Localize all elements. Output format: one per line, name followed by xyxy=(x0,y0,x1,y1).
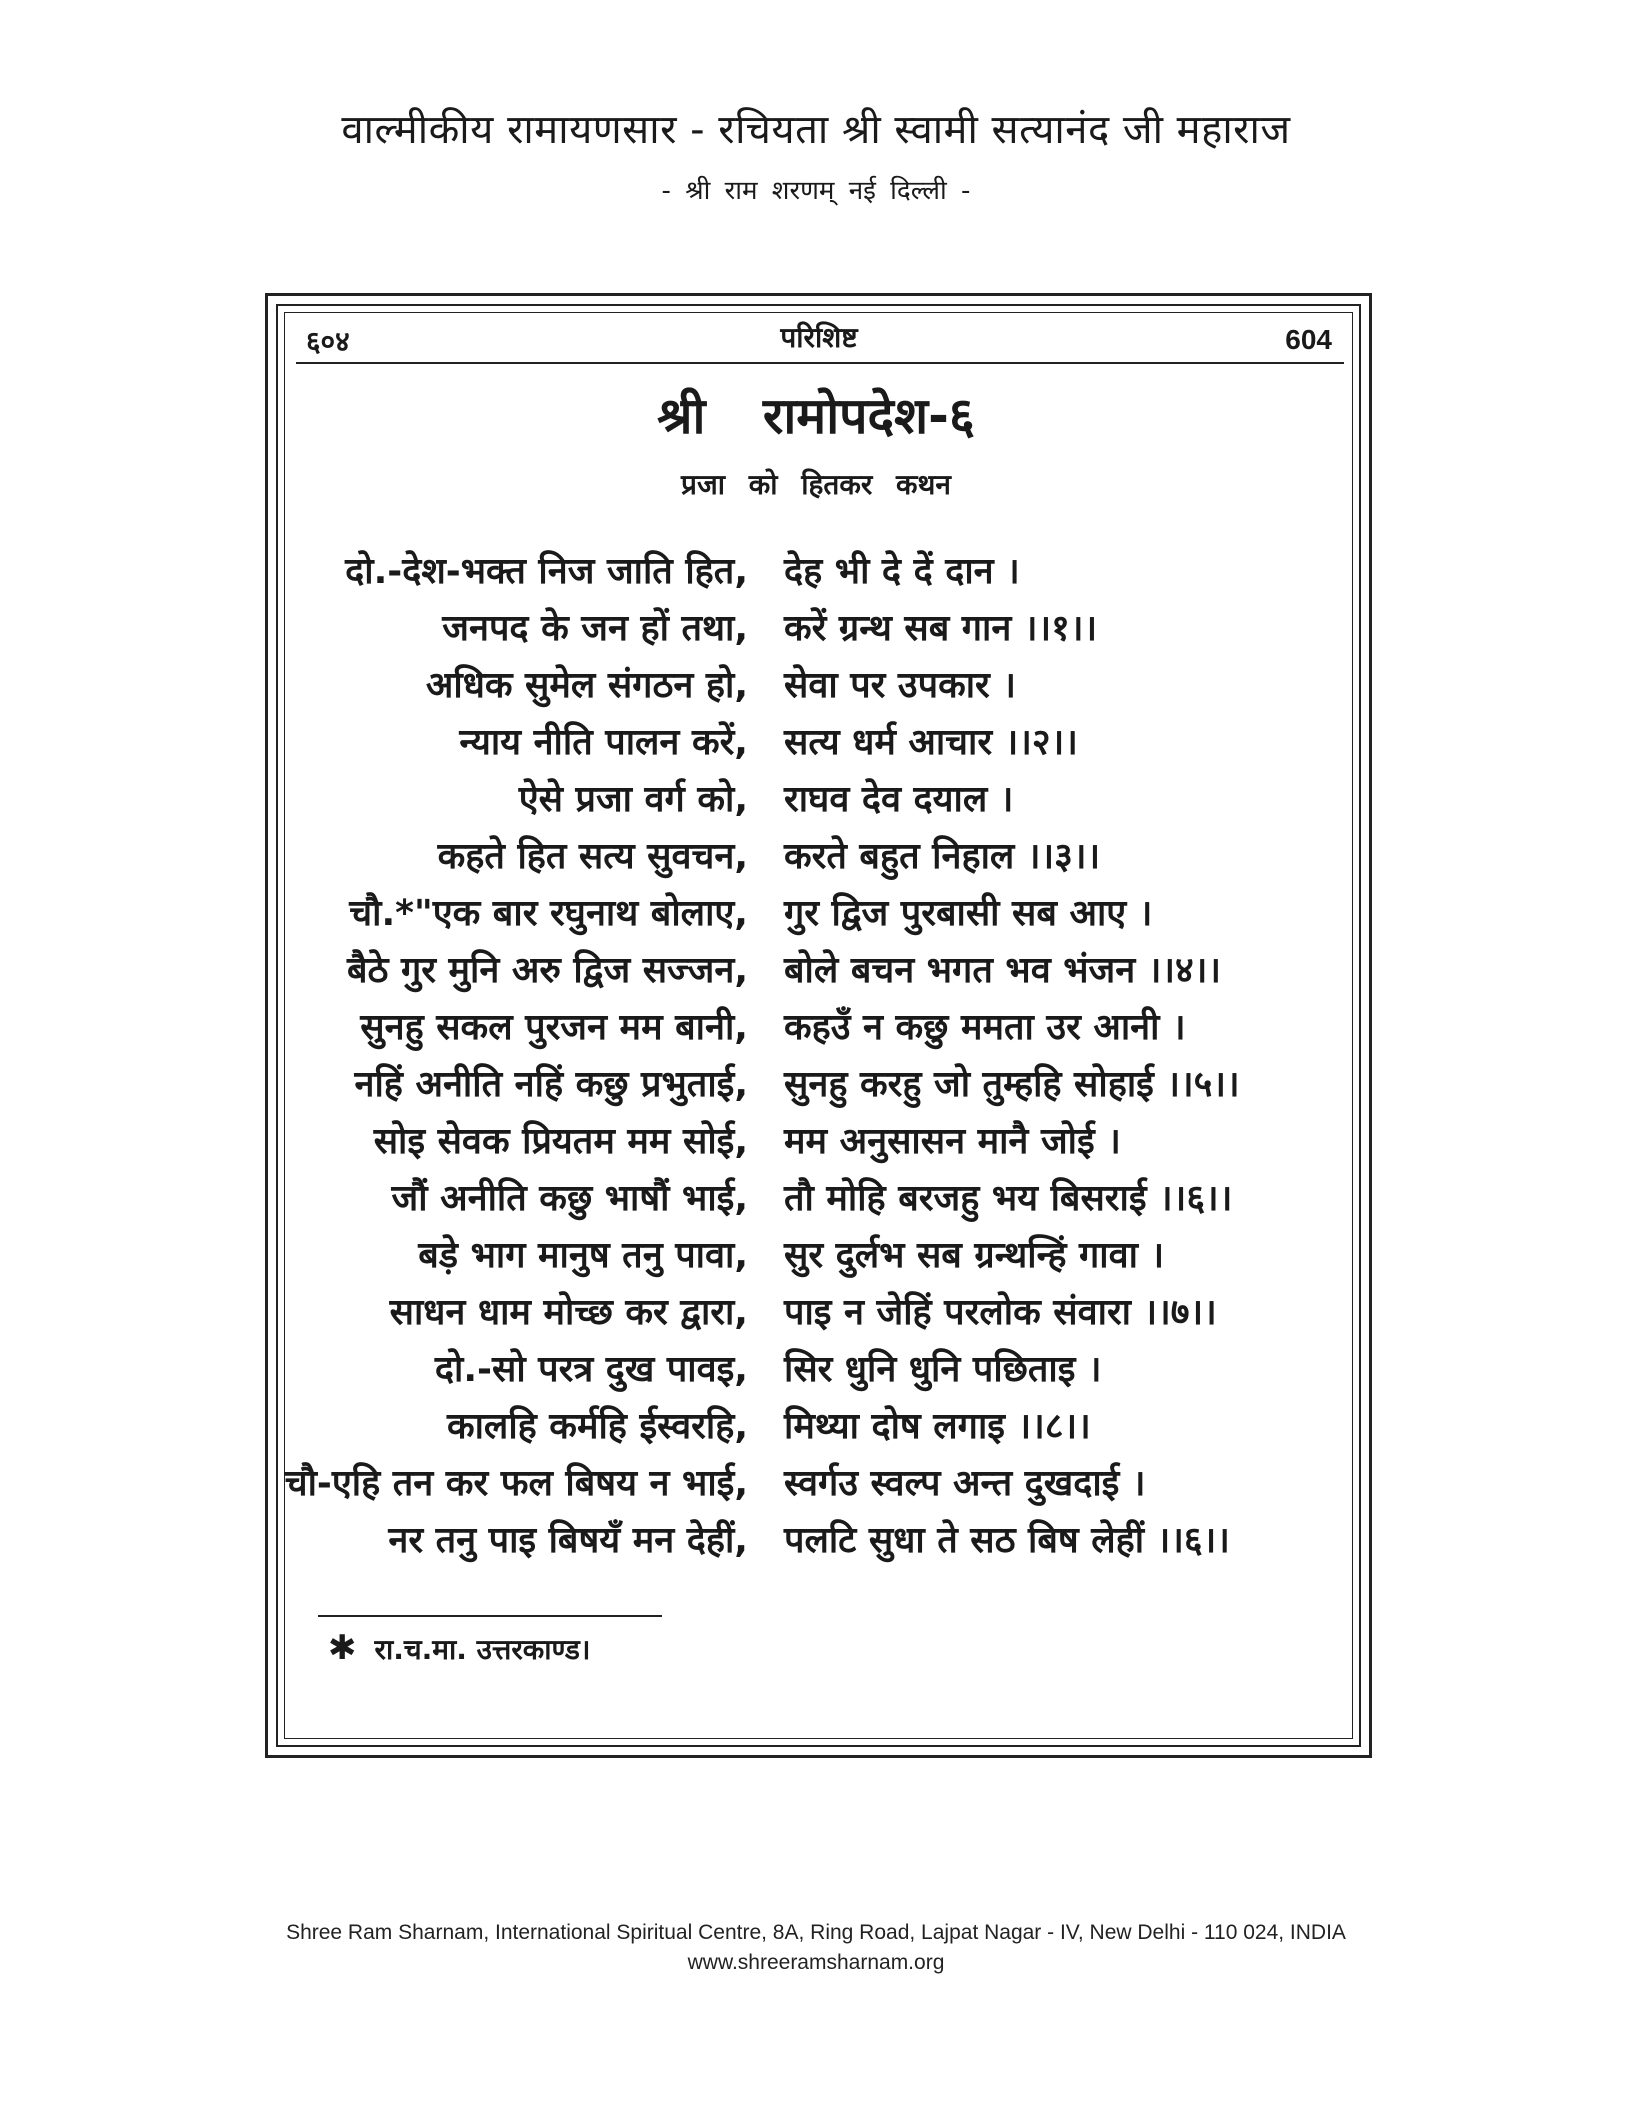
verse-line xyxy=(0,1172,1632,1229)
verse-line xyxy=(0,1058,1632,1115)
publisher-line: - श्री राम शरणम् नई दिल्ली - xyxy=(661,176,971,206)
verse-second-half: तौ मोहि बरजहु भय बिसराई ।।६।। xyxy=(784,1178,1233,1219)
verse-second-half: करते बहुत निहाल ।।३।। xyxy=(784,836,1101,877)
verse-line xyxy=(0,716,1632,773)
verse-second-half: सुनहु करहु जो तुम्हहि सोहाई ।।५।। xyxy=(784,1064,1240,1105)
footer-address: Shree Ram Sharnam, International Spiritual Centre, 8A, Ring Road, Lajpat Nagar - IV, New Delhi - 110 024, INDIA xyxy=(286,1921,1346,1944)
verse-line xyxy=(0,1343,1632,1400)
verse-second-half: करें ग्रन्थ सब गान ।।१।। xyxy=(784,608,1098,649)
verse-line xyxy=(0,545,1632,602)
footnote-text: रा.च.मा. उत्तरकाण्ड। xyxy=(374,1633,591,1666)
verse-line xyxy=(0,1286,1632,1343)
verse-line xyxy=(0,1001,1632,1058)
verse-line xyxy=(0,1514,1632,1571)
page-number-devanagari: ६०४ xyxy=(306,325,350,358)
running-section-title: परिशिष्ट xyxy=(780,321,858,354)
verse-second-half: स्वर्गउ स्वल्प अन्त दुखदाई । xyxy=(784,1463,1146,1504)
verse-second-half: पलटि सुधा ते सठ बिष लेहीं ।।६।। xyxy=(784,1520,1230,1561)
verse-first-half: जौं अनीति कछु भाषौं भाई, xyxy=(391,1178,748,1219)
verse-first-half: ऐसे प्रजा वर्ग को, xyxy=(518,779,748,820)
verse-first-half: अधिक सुमेल संगठन हो, xyxy=(425,665,748,706)
verse-first-half: चौ-एहि तन कर फल बिषय न भाई, xyxy=(284,1463,748,1504)
verse-line xyxy=(0,1229,1632,1286)
section-title: श्री रामोपदेश-६ xyxy=(657,387,975,445)
page-number: 604 xyxy=(1285,324,1332,355)
footer-website: www.shreeramsharnam.org xyxy=(687,1951,945,1974)
section-subtitle: प्रजा को हितकर कथन xyxy=(681,468,951,501)
verse-line xyxy=(0,1400,1632,1457)
verse-second-half: कहउँ न कछु ममता उर आनी । xyxy=(784,1007,1186,1048)
verse-first-half: चौ.*"एक बार रघुनाथ बोलाए, xyxy=(349,893,748,934)
page-running-header xyxy=(306,318,1332,360)
verse-first-half: सोइ सेवक प्रियतम मम सोई, xyxy=(373,1121,748,1162)
verse-line xyxy=(0,830,1632,887)
verse-first-half: बैठे गुर मुनि अरु द्विज सज्जन, xyxy=(346,950,748,991)
verse-line xyxy=(0,1115,1632,1172)
verse-second-half: सिर धुनि धुनि पछिताइ । xyxy=(784,1349,1102,1390)
verse-first-half: दो.-सो परत्र दुख पावइ, xyxy=(434,1349,748,1390)
verse-second-half: सेवा पर उपकार । xyxy=(784,665,1016,706)
verse-first-half: नर तनु पाइ बिषयँ मन देहीं, xyxy=(388,1520,748,1561)
verse-first-half: जनपद के जन हों तथा, xyxy=(442,608,748,649)
verse-second-half: गुर द्विज पुरबासी सब आए । xyxy=(784,893,1153,934)
verse-line xyxy=(0,773,1632,830)
verse-line xyxy=(0,887,1632,944)
verse-second-half: सुर दुर्लभ सब ग्रन्थन्हिं गावा । xyxy=(784,1235,1165,1276)
verse-first-half: कहते हित सत्य सुवचन, xyxy=(437,836,748,877)
verse-line xyxy=(0,602,1632,659)
verse-first-half: कालहि कर्महि ईस्वरहि, xyxy=(446,1406,748,1447)
verse-line xyxy=(0,659,1632,716)
verse-list xyxy=(0,545,1632,1571)
verse-first-half: नहिं अनीति नहिं कछु प्रभुताई, xyxy=(354,1064,748,1105)
verse-line xyxy=(0,1457,1632,1514)
asterisk-icon: ✱ xyxy=(328,1628,357,1668)
document-header xyxy=(0,100,1632,207)
verse-first-half: न्याय नीति पालन करें, xyxy=(459,722,748,763)
verse-second-half: देह भी दे दें दान । xyxy=(784,551,1020,592)
footnote-divider xyxy=(318,1615,662,1617)
verse-first-half: दो.-देश-भक्त निज जाति हित, xyxy=(345,551,748,592)
document-footer xyxy=(0,1918,1632,1978)
footnote xyxy=(328,1628,590,1668)
verse-first-half: साधन धाम मोच्छ कर द्वारा, xyxy=(389,1292,748,1333)
book-title: वाल्मीकीय रामायणसार - रचियता श्री स्वामी सत्यानंद जी महाराज xyxy=(341,107,1291,153)
verse-second-half: राघव देव दयाल । xyxy=(784,779,1014,820)
verse-first-half: बड़े भाग मानुष तनु पावा, xyxy=(418,1235,748,1276)
verse-line xyxy=(0,944,1632,1001)
verse-second-half: बोले बचन भगत भव भंजन ।।४।। xyxy=(784,950,1222,991)
verse-first-half: सुनहु सकल पुरजन मम बानी, xyxy=(360,1007,748,1048)
verse-second-half: पाइ न जेहिं परलोक संवारा ।।७।। xyxy=(784,1292,1217,1333)
header-divider xyxy=(296,362,1344,364)
verse-second-half: मम अनुसासन मानै जोई । xyxy=(784,1121,1121,1162)
verse-second-half: मिथ्या दोष लगाइ ।।८।। xyxy=(784,1406,1091,1447)
verse-second-half: सत्य धर्म आचार ।।२।। xyxy=(784,722,1078,763)
